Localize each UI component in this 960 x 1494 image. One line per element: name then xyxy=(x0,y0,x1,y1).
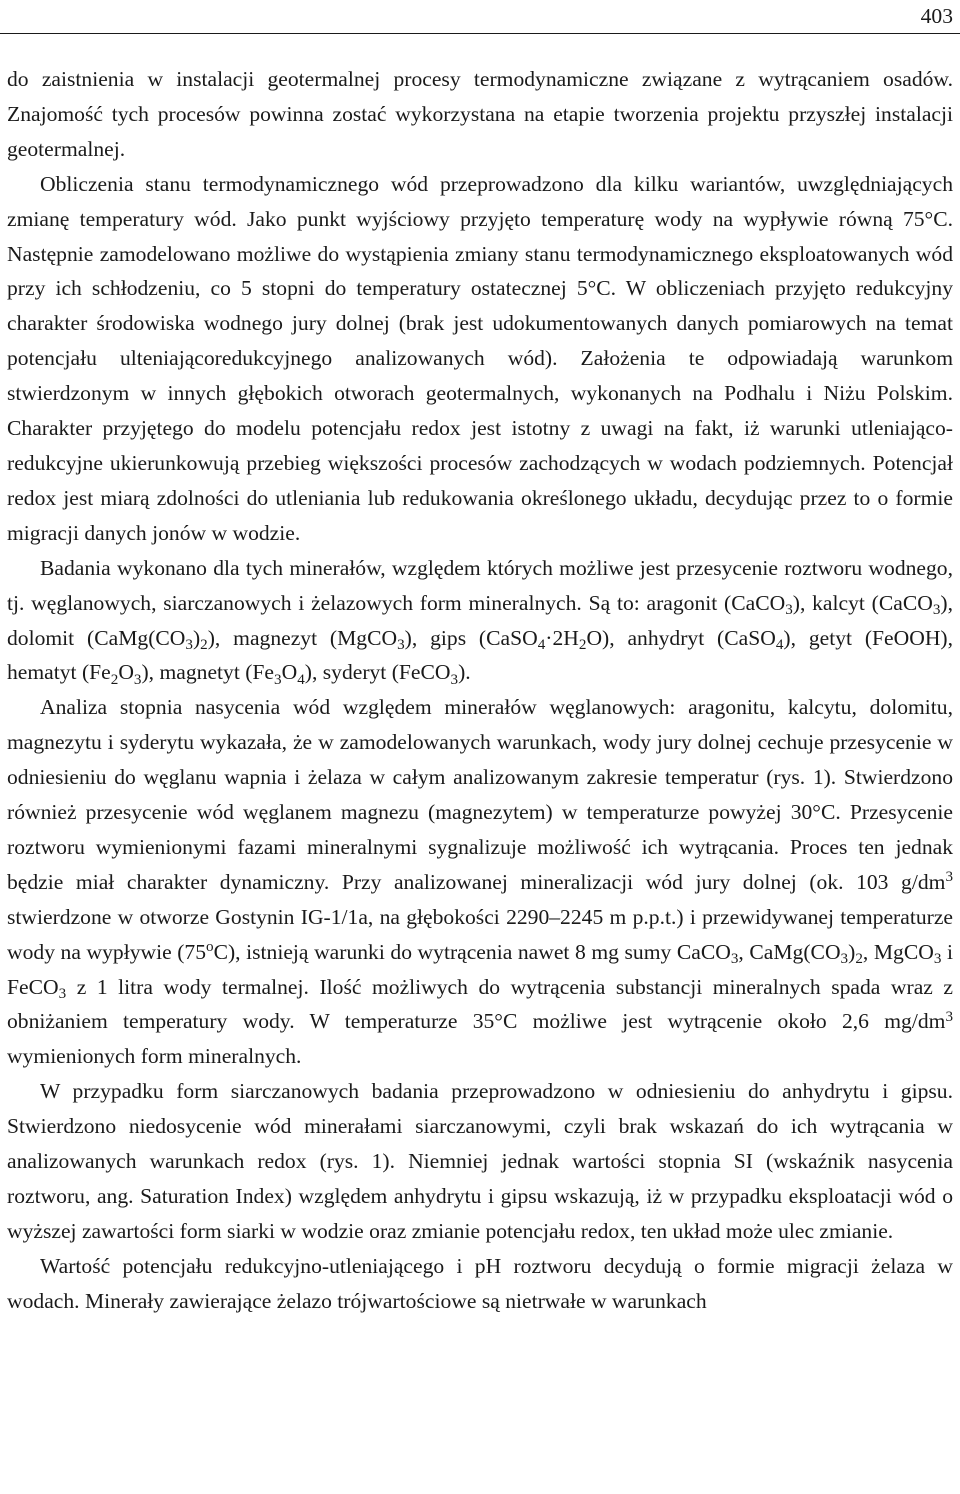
paragraph: Obliczenia stanu termodynamicznego wód przeprowadzono dla kilku wariantów, uwzględniających zmianę temperatury wód. Jako punkt wyjściowy przyjęto temperaturę wody na wypływie równą 75°C. Następnie zamodelowano możliwe do wystąpienia zmiany stanu termodynamicznego eksploatowanych wód przy ich schłodzeniu, co 5 stopni do temperatury ostatecznej 5°C. W obliczeniach przyjęto redukcyjny charakter środowiska wodnego jury dolnej (brak jest udokumentowanych danych pomiarowych na temat potencjału ulteniającoredukcyjnego analizowanych wód). Założenia te odpowiadają warunkom stwierdzonym w innych głębokich otworach geotermalnych, wykonanych na Podhalu i Niżu Polskim. Charakter przyjętego do modelu potencjału redox jest istotny z uwagi na fakt, iż warunki utleniająco-redukcyjne ukierunkowują przebieg większości procesów zachodzących w wodach podziemnych. Potencjał redox jest miarą zdolności do utleniania lub redukowania określonego układu, decydując przez to o formie migracji danych jonów w wodzie. xyxy=(7,171,953,545)
body-text xyxy=(7,62,953,1319)
paragraph: W przypadku form siarczanowych badania przeprowadzono w odniesieniu do anhydrytu i gipsu. Stwierdzono niedosycenie wód minerałami siarczanowymi, czyli brak wskazań do ich wytrącania w analizowanych warunkach redox (rys. 1). Niemniej jednak wartości stopnia SI (wskaźnik nasycenia roztworu, ang. Saturation Index) względem anhydrytu i gipsu wskazują, iż w przypadku eksploatacji wód o wyższej zawartości form siarki w wodzie oraz zmianie potencjału redox, ten układ może ulec zmianie. xyxy=(7,1079,953,1243)
paragraph: Badania wykonano dla tych minerałów, względem których możliwe jest przesycenie roztworu wodnego, tj. węglanowych, siarczanowych i żelazowych form mineralnych. Są to: aragonit (CaCO$_3$), kalcyt (CaCO$_3$), dolomit $(CaMg(CO_3)_2)$, magnezyt (MgCO$_3$), gips $(CaSO_4\cdot 2H_2O)$, anhydryt (CaSO$_4$), getyt (FeOOH), hematyt $(Fe_2O_3)$, magnetyt $(Fe_3O_4)$, syderyt (FeCO$_3$). xyxy=(7,555,953,688)
page-number: 403 xyxy=(920,4,953,28)
paragraph: Wartość potencjału redukcyjno-utleniającego i pH roztworu decydują o formie migracji żelaza w wodach. Minerały zawierające żelazo trójwartościowe są nietrwałe w warunkach xyxy=(7,1253,953,1313)
paragraph: Analiza stopnia nasycenia wód względem minerałów węglanowych: aragonitu, kalcytu, dolomitu, magnezytu i syderytu wykazała, że w zamodelowanych warunkach, wody jury dolnej cechuje przesycenie w odniesieniu do węglanu wapnia i żelaza w całym analizowanym zakresie temperatur (rys. 1). Stwierdzono również przesycenie wód węglanem magnezu (magnezytem) w temperaturze powyżej 30°C. Przesycenie roztworu wymienionymi fazami mineralnymi sygnalizuje możliwość ich wytrącania. Proces ten jednak będzie miał charakter dynamiczny. Przy analizowanej mineralizacji wód jury dolnej (ok. 103 $g/dm^3$ stwierdzone w otworze Gostynin IG-1/1a, na głębokości 2290–2245 m p.p.t.) i przewidywanej temperaturze wody na wypływie (75$^o$C), istnieją warunki do wytrącenia nawet 8 mg sumy CaCO$_3$, $CaMg(CO_3)_2$, MgCO$_3$ i FeCO$_3$ z 1 litra wody termalnej. Ilość możliwych do wytrącenia substancji mineralnych spada wraz z obniżaniem temperatury wody. W temperaturze 35°C możliwe jest wytrącenie około 2,6 $mg/dm^3$ wymienionych form mineralnych. xyxy=(7,695,953,1069)
header-rule xyxy=(0,33,960,34)
paragraph: do zaistnienia w instalacji geotermalnej procesy termodynamiczne związane z wytrącaniem osadów. Znajomość tych procesów powinna zostać wykorzystana na etapie tworzenia projektu przyszłej instalacji geotermalnej. xyxy=(7,67,953,161)
